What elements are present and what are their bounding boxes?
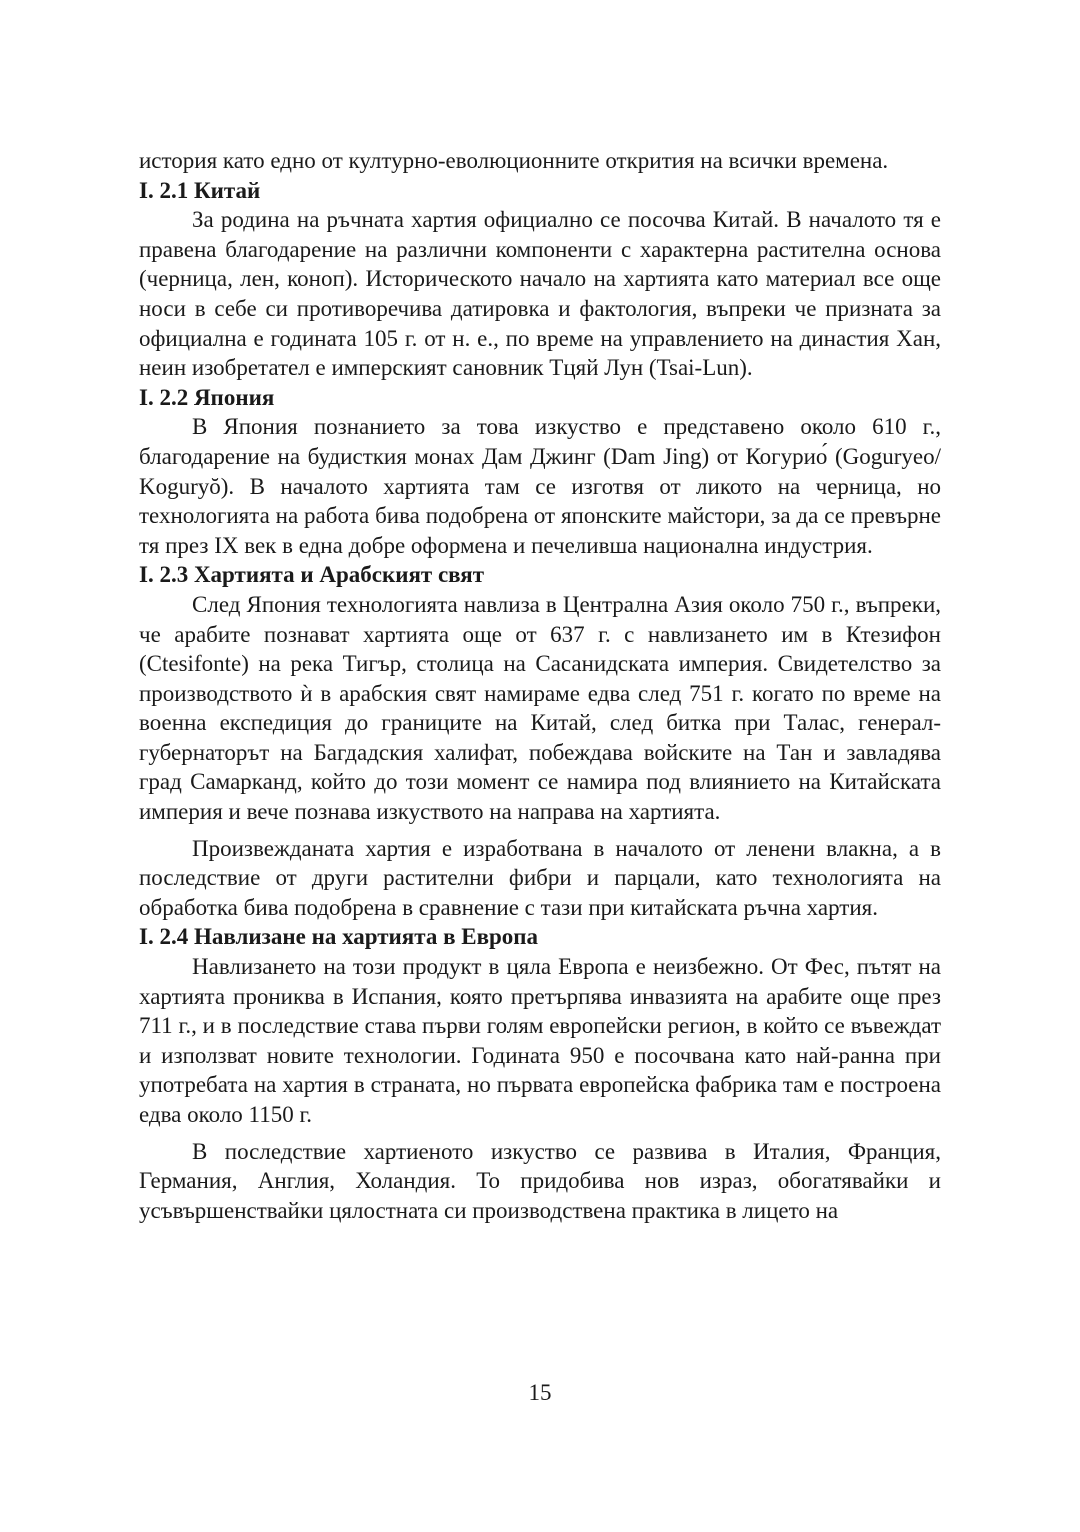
page-number: 15 [528,1380,552,1405]
paragraph-europe-development: В последствие хартиеното изкуство се развива в Италия, Франция, Германия, Англия, Холандия. То придобива нов израз, обогатявайки и усъвършенствайки цялостната си производствена практика в лицето на [139,1138,941,1223]
paragraph-continued: история като едно от културно-еволюционните открития на всички времена. [139,148,889,173]
paragraph-china: За родина на ръчната хартия официално се посочва Китай. В началото тя е правена благодарение на различни компоненти с характерна растителна основа (черница, лен, коноп). Историческото начало на хартията като материал все още носи в себе си противоречива датировка и фактология, въпреки че призната за официална е годината 105 г. от н. е., по време на управлението на династия Хан, неин изобретател е имперският сановник Тцяй Лун (Tsai-Lun). [139,207,941,381]
paragraph-europe: Навлизането на този продукт в цяла Европа е неизбежно. От Фес, пътят на хартията прониква в Испания, която претърпява инвазията на арабите още през 711 г., и в последствие става първи голям европейски регион, в който се въвеждат и използват новите технологии. Годината 950 е посочвана като най-ранна при употребата на хартия в страната, но първата европейска фабрика там е построена едва около 1150 г. [139,954,941,1127]
section-heading-japan: I. 2.2 Япония [139,384,275,410]
section-heading-europe: I. 2.4 Навлизане на хартията в Европа [139,924,539,950]
paragraph-japan: В Япония познанието за това изкуство е представено около 610 г., благодарение на будисткия монах Дам Джинг (Dam Jing) от Когурио́ (Goguryeo/ Koguryŏ). В началото хартията там се изготвя от ликото на черница, но технологията на работа бива подобрена от японските майстори, за да се превърне тя през IX век в една добре оформена и печеливша национална индустрия. [139,414,941,558]
paragraph-arab-paper: Произвежданата хартия е изработвана в началото от ленени влакна, а в последствие от други растителни фибри и парцали, като технологията на обработка бива подобрена в сравнение с тази при китайската ръчна хартия. [139,835,941,920]
section-heading-china: I. 2.1 Китай [139,177,261,203]
paragraph-arab-world: След Япония технологията навлиза в Централна Азия около 750 г., въпреки, че арабите познават хартията още от 637 г. с навлизането им в Ктезифон (Ctesifonte) на река Тигър, столица на Сасанидската империя. Свидетелство за производството ѝ в арабския свят намираме едва след 751 г. когато по време на военна експедиция до границите на Китай, след битка при Талас, генерал-губернаторът на Багдадския халифат, побеждава войските на Тан и завладява град Самарканд, който до този момент се намира под влиянието на Китайската империя и вече познава изкуството на направа на хартията. [139,591,941,825]
section-heading-arab-world: I. 2.3 Хартията и Арабският свят [139,562,485,588]
page-body [139,146,941,1225]
